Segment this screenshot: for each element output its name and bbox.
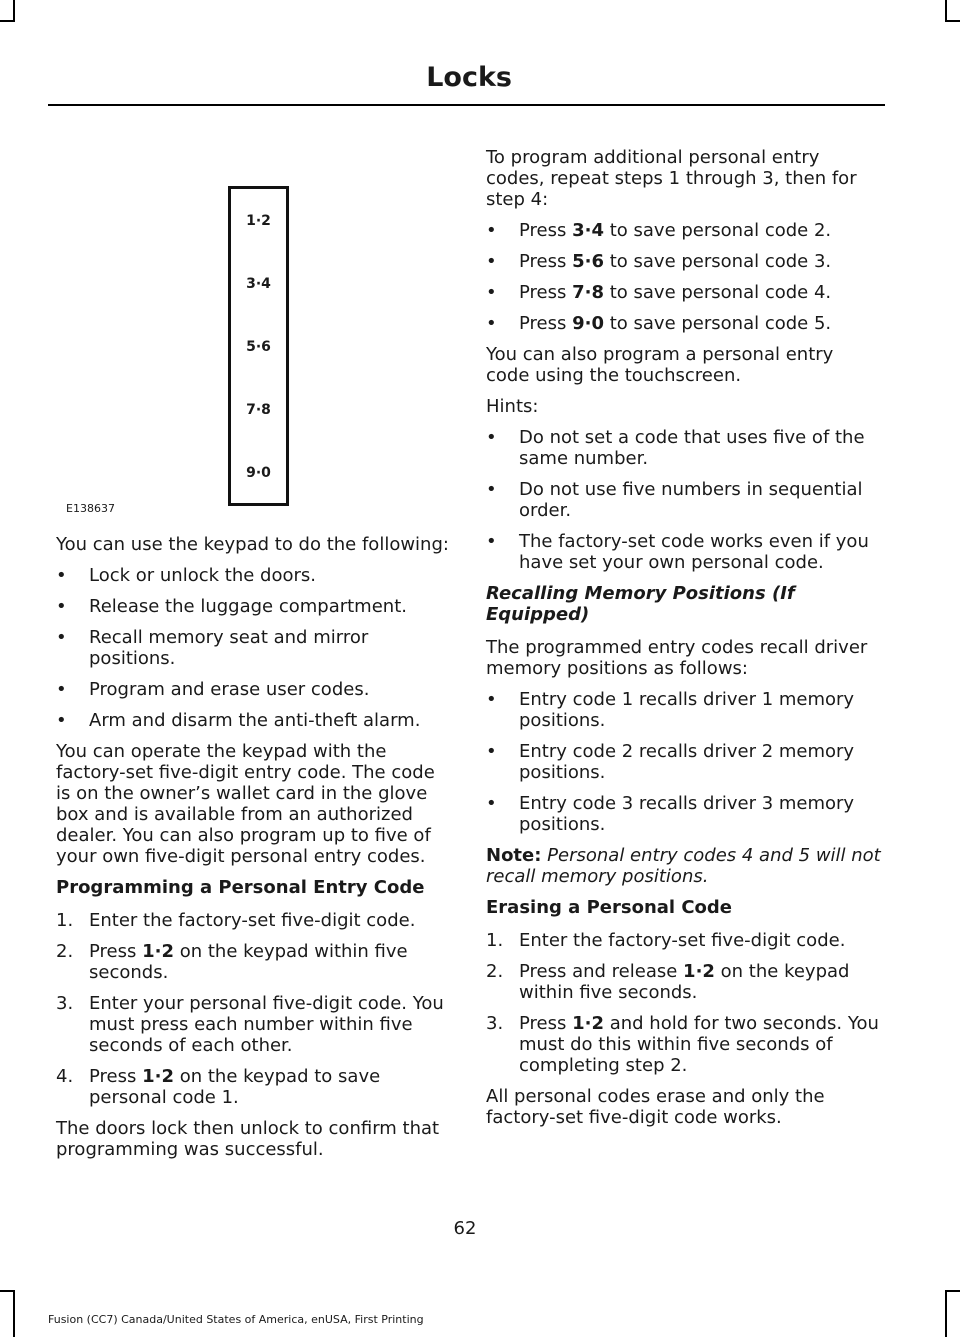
bullet: • (486, 531, 497, 552)
crop-mark (945, 1290, 960, 1292)
list-item-text: to save personal code 4. (604, 282, 832, 303)
step-number: 4. (56, 1066, 74, 1087)
bullet: • (486, 689, 497, 710)
paragraph: The doors lock then unlock to confirm that programming was successful. (56, 1118, 440, 1160)
list-item-text: Arm and disarm the anti-theft alarm. (89, 710, 421, 731)
step-item (56, 993, 449, 1056)
list-item-text: Do not set a code that uses five of the same number. (519, 427, 865, 469)
bullet: • (56, 596, 67, 617)
keypad-key: 1·2 (246, 213, 271, 229)
key-label: 1·2 (142, 1066, 174, 1087)
list-item (56, 565, 449, 586)
step-number: 3. (486, 1013, 504, 1034)
bullet: • (56, 565, 67, 586)
crop-mark (0, 20, 15, 22)
list-item (56, 679, 449, 700)
list-item (486, 531, 881, 573)
list-item (486, 313, 881, 334)
list-item-text: Press (519, 220, 573, 241)
list-item-text: Entry code 3 recalls driver 3 memory positions. (519, 793, 855, 835)
key-label: 5·6 (572, 251, 604, 272)
key-label: 1·2 (683, 961, 715, 982)
note-label: Note: (486, 845, 542, 866)
list-item (56, 596, 449, 617)
list-item-text: to save personal code 2. (604, 220, 832, 241)
section-heading: Erasing a Personal Code (486, 897, 733, 918)
crop-mark (13, 0, 15, 22)
list-item-text: Release the luggage compartment. (89, 596, 407, 617)
bullet: • (486, 479, 497, 500)
right-column (486, 147, 881, 1138)
bullet: • (486, 251, 497, 272)
step-text: Enter your personal five-digit code. You must press each number within five seconds of each other. (89, 993, 444, 1056)
list-item-text: Press (519, 313, 573, 334)
list-item (486, 220, 881, 241)
paragraph: The programmed entry codes recall driver memory positions as follows: (486, 637, 868, 679)
crop-mark (0, 1290, 15, 1292)
list-item (486, 282, 881, 303)
keypad-figure (228, 186, 289, 506)
key-label: 1·2 (572, 1013, 604, 1034)
list-item-text: Lock or unlock the doors. (89, 565, 316, 586)
crop-mark (13, 1290, 15, 1337)
key-label: 7·8 (572, 282, 604, 303)
bullet: • (486, 741, 497, 762)
step-text: Press (89, 941, 143, 962)
keypad-key: 3·4 (246, 276, 271, 292)
section-heading: Recalling Memory Positions (If Equipped) (486, 583, 795, 625)
step-item (486, 930, 881, 951)
header-rule (48, 104, 885, 106)
list-item-text: Program and erase user codes. (89, 679, 370, 700)
list-item (486, 741, 881, 783)
list-item-text: Do not use five numbers in sequential order. (519, 479, 863, 521)
list-item-text: The factory-set code works even if you have set your own personal code. (519, 531, 869, 573)
step-number: 3. (56, 993, 74, 1014)
step-text: on the keypad within five seconds. (89, 941, 408, 983)
list-item-text: to save personal code 3. (604, 251, 832, 272)
bullet: • (486, 427, 497, 448)
step-item (56, 1066, 449, 1108)
list-item (486, 427, 881, 469)
step-number: 2. (486, 961, 504, 982)
paragraph: All personal codes erase and only the factory-set five-digit code works. (486, 1086, 825, 1128)
key-label: 9·0 (572, 313, 604, 334)
key-label: 1·2 (142, 941, 174, 962)
bullet: • (486, 793, 497, 814)
bullet: • (56, 710, 67, 731)
paragraph: You can operate the keypad with the factory-set five-digit entry code. The code is on the owner’s wallet card in the glove box and is available from an authorized dealer. You can also program up to five of your own five-digit personal entry codes. (56, 741, 435, 867)
step-item (486, 1013, 881, 1076)
page-title: Locks (426, 62, 512, 93)
left-column (56, 534, 449, 1170)
bullet: • (486, 282, 497, 303)
key-label: 3·4 (572, 220, 604, 241)
step-text: and hold for two seconds. You must do this within five seconds of completing step 2. (519, 1013, 879, 1076)
keypad-key: 9·0 (246, 465, 271, 481)
bullet: • (486, 313, 497, 334)
step-text: on the keypad within five seconds. (519, 961, 850, 1003)
step-text: Enter the factory-set five-digit code. (89, 910, 416, 931)
hints-label: Hints: (486, 396, 539, 417)
paragraph: To program additional personal entry codes, repeat steps 1 through 3, then for step 4: (486, 147, 857, 210)
list-item (486, 793, 881, 835)
step-text: Press (519, 1013, 573, 1034)
step-number: 1. (56, 910, 74, 931)
step-number: 2. (56, 941, 74, 962)
list-item-text: Entry code 2 recalls driver 2 memory positions. (519, 741, 855, 783)
note (486, 845, 881, 887)
step-text: Enter the factory-set five-digit code. (519, 930, 846, 951)
step-number: 1. (486, 930, 504, 951)
list-item-text: Recall memory seat and mirror positions. (89, 627, 369, 669)
list-item (486, 479, 881, 521)
page-number: 62 (453, 1218, 477, 1239)
list-item (56, 710, 449, 731)
list-item-text: Press (519, 282, 573, 303)
bullet: • (56, 679, 67, 700)
step-item (56, 910, 449, 931)
list-item-text: Press (519, 251, 573, 272)
step-item (56, 941, 449, 983)
crop-mark (945, 20, 960, 22)
list-item-text: Entry code 1 recalls driver 1 memory positions. (519, 689, 855, 731)
note-text: Personal entry codes 4 and 5 will not recall memory positions. (486, 845, 881, 887)
step-text: Press (89, 1066, 143, 1087)
list-item-text: to save personal code 5. (604, 313, 832, 334)
list-item (56, 627, 449, 669)
step-text: on the keypad to save personal code 1. (89, 1066, 381, 1108)
step-item (486, 961, 881, 1003)
crop-mark (945, 0, 947, 22)
bullet: • (56, 627, 67, 648)
paragraph: You can also program a personal entry code using the touchscreen. (486, 344, 834, 386)
keypad-key: 7·8 (246, 402, 271, 418)
bullet: • (486, 220, 497, 241)
list-item (486, 689, 881, 731)
step-text: Press and release (519, 961, 684, 982)
list-item (486, 251, 881, 272)
figure-label: E138637 (66, 502, 115, 515)
keypad-key: 5·6 (246, 339, 271, 355)
footer-text: Fusion (CC7) Canada/United States of America, enUSA, First Printing (48, 1313, 424, 1326)
section-heading: Programming a Personal Entry Code (56, 877, 425, 898)
crop-mark (945, 1290, 947, 1337)
paragraph: You can use the keypad to do the following: (56, 534, 449, 555)
